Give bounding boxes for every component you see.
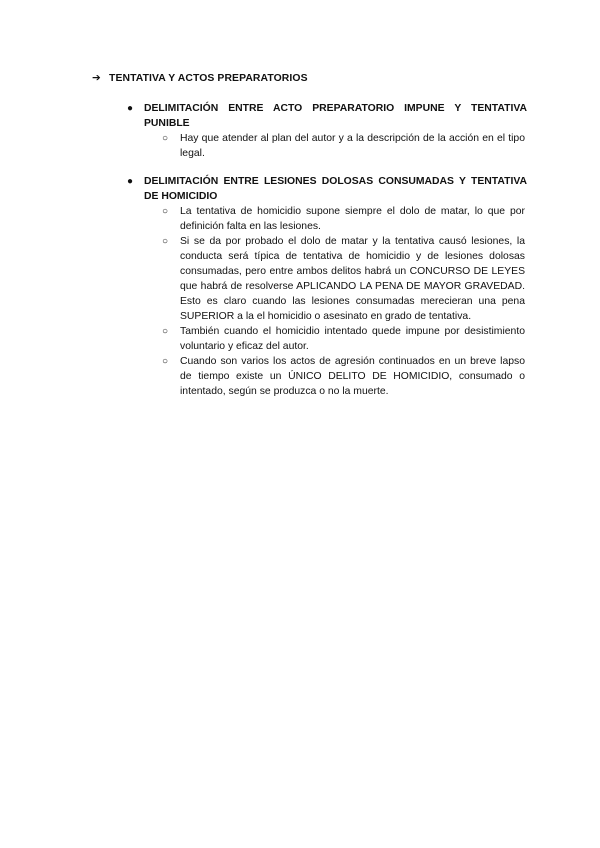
circle-bullet-icon: ○ bbox=[162, 326, 169, 337]
bullet-icon: ● bbox=[127, 103, 134, 114]
section-title: DELIMITACIÓN ENTRE ACTO PREPARATORIO IMPUNE Y TENTATIVA PUNIBLE bbox=[144, 103, 527, 129]
arrow-icon: ➔ bbox=[92, 73, 101, 84]
list-item-text: Cuando son varios los actos de agresión continuados en un breve lapso de tiempo existe un ÚNICO DELITO DE HOMICIDIO, consumado o intentado, según se produzca o no la muerte. bbox=[180, 356, 525, 397]
heading-text: TENTATIVA Y ACTOS PREPARATORIOS bbox=[109, 73, 308, 84]
circle-bullet-icon: ○ bbox=[162, 236, 169, 247]
list-item bbox=[162, 131, 525, 161]
section-delimitacion-lesiones-tentativa bbox=[127, 174, 527, 399]
list-item-text: La tentativa de homicidio supone siempre el dolo de matar, lo que por definición falta en las lesiones. bbox=[180, 206, 525, 232]
bullet-icon: ● bbox=[127, 176, 134, 187]
list-item-text: También cuando el homicidio intentado quede impune por desistimiento voluntario y eficaz del autor. bbox=[180, 326, 525, 352]
list-item bbox=[162, 324, 525, 354]
circle-bullet-icon: ○ bbox=[162, 356, 169, 367]
section-title: DELIMITACIÓN ENTRE LESIONES DOLOSAS CONSUMADAS Y TENTATIVA DE HOMICIDIO bbox=[144, 176, 527, 202]
section-heading bbox=[92, 71, 308, 86]
section-delimitacion-acto-preparatorio bbox=[127, 101, 527, 161]
list-item bbox=[162, 234, 525, 324]
circle-bullet-icon: ○ bbox=[162, 206, 169, 217]
circle-bullet-icon: ○ bbox=[162, 133, 169, 144]
list-item bbox=[162, 204, 525, 234]
list-item bbox=[162, 354, 525, 399]
list-item-text: Si se da por probado el dolo de matar y la tentativa causó lesiones, la conducta será típica de tentativa de homicidio y de lesiones dolosas consumadas, pero entre ambos delitos habrá un CONCURSO DE LEYES que habrá de resolverse APLICANDO LA PENA DE MAYOR GRAVEDAD. Esto es claro cuando las lesiones consumadas merecieran una pena SUPERIOR a la el homicidio o asesinato en grado de tentativa. bbox=[180, 236, 525, 322]
list-item-text: Hay que atender al plan del autor y a la descripción de la acción en el tipo legal. bbox=[180, 133, 525, 159]
